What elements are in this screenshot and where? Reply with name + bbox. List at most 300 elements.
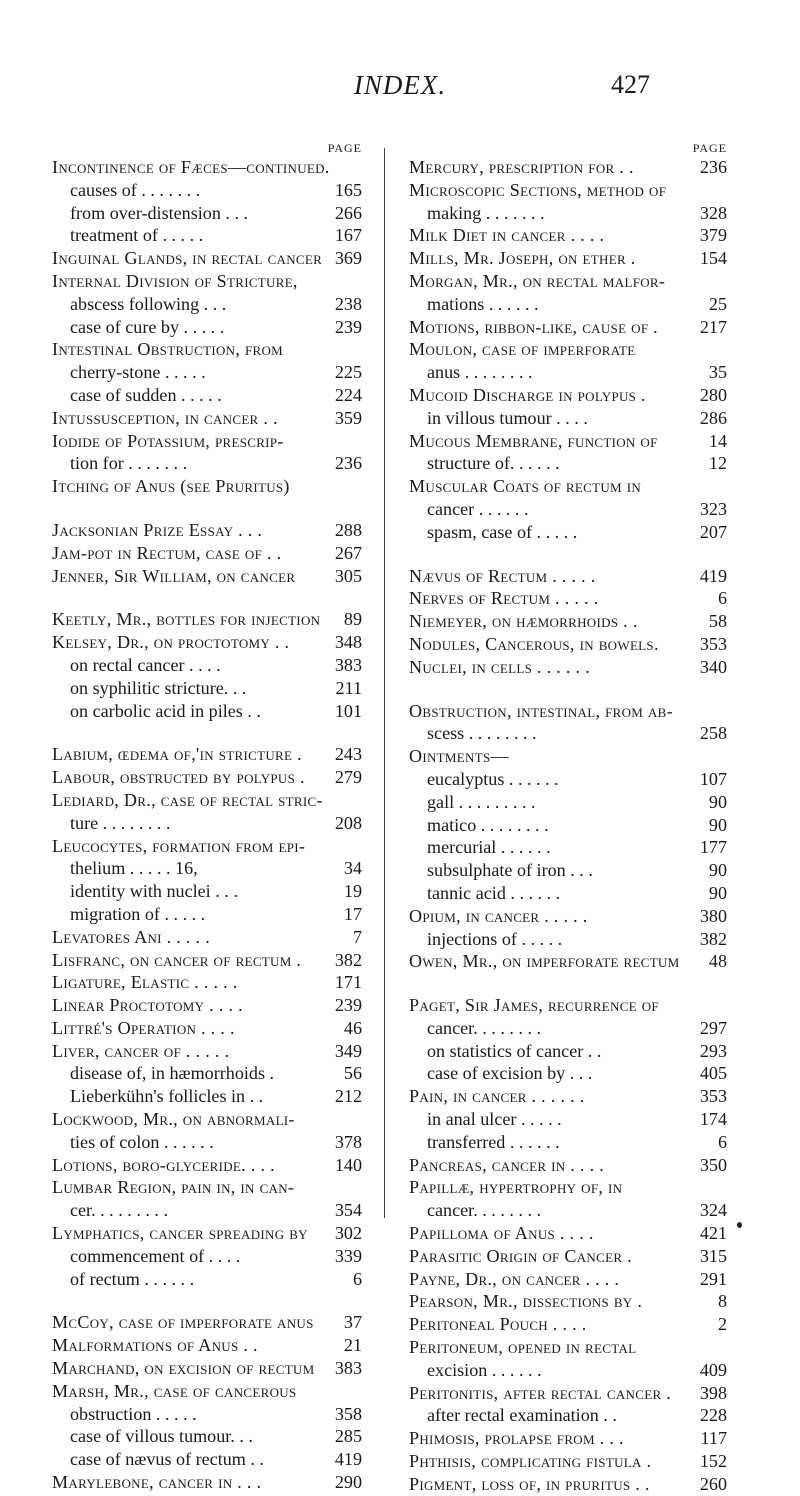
entry-page-number: 383	[334, 1358, 362, 1379]
entry-page-number: 6	[717, 588, 727, 609]
index-entry	[409, 610, 727, 633]
entry-text: Peritonitis, after rectal cancer .	[409, 1382, 672, 1403]
printer-mark	[737, 1222, 742, 1228]
entry-page-number: 323	[699, 498, 727, 519]
entry-text: on carbolic acid in piles . .	[70, 700, 261, 721]
index-entry	[52, 608, 362, 631]
index-subentry	[409, 836, 727, 859]
entry-text: Intestinal Obstruction, from	[52, 339, 284, 360]
entry-text: making . . . . . . .	[427, 202, 545, 223]
index-subentry	[52, 677, 362, 700]
entry-text: thelium . . . . . 16,	[70, 858, 198, 879]
entry-page-number: 358	[334, 1403, 362, 1424]
entry-text: Marchand, on excision of rectum	[52, 1358, 315, 1379]
letter-section-gap	[52, 587, 362, 608]
entry-text: Jenner, Sir William, on cancer	[52, 565, 296, 586]
entry-page-number: 228	[699, 1405, 727, 1426]
index-entry-continuation	[52, 812, 362, 835]
entry-text: mercurial . . . . . .	[427, 837, 551, 858]
index-entry	[409, 745, 727, 768]
entry-page-number: 419	[699, 565, 727, 586]
entry-text: obstruction . . . . .	[70, 1403, 197, 1424]
index-entry	[52, 1471, 362, 1494]
page-column-label: PAGE	[692, 141, 727, 155]
entry-page-number: 217	[699, 316, 727, 337]
index-entry	[409, 1290, 727, 1313]
index-subentry	[52, 1245, 362, 1268]
index-entry	[409, 1382, 727, 1405]
entry-text: Pigment, loss of, in pruritus . .	[409, 1473, 650, 1494]
entry-text: case of nævus of rectum . .	[70, 1449, 264, 1470]
entry-text: subsulphate of iron . . .	[427, 860, 593, 881]
entry-text: McCoy, case of imperforate anus	[52, 1312, 314, 1333]
entry-text: Nævus of Rectum . . . . .	[409, 565, 596, 586]
index-entry-continuation	[52, 1403, 362, 1426]
index-entry	[409, 700, 727, 723]
entry-page-number: 354	[334, 1200, 362, 1221]
entry-page-number: 2	[717, 1314, 727, 1335]
index-entry	[52, 565, 362, 588]
entry-page-number: 315	[699, 1245, 727, 1266]
index-entry	[52, 1334, 362, 1357]
entry-page-number: 46	[343, 1017, 362, 1038]
entry-text: Keetly, Mr., bottles for injection	[52, 609, 321, 630]
entry-text: Motions, ribbon-like, cause of .	[409, 316, 658, 337]
entry-page-number: 288	[334, 519, 362, 540]
entry-text: Peritoneal Pouch . . . .	[409, 1314, 587, 1335]
index-subentry	[52, 1085, 362, 1108]
entry-text: commencement of . . . .	[70, 1245, 241, 1266]
entry-page-number: 258	[699, 723, 727, 744]
index-column-left	[52, 141, 362, 1494]
entry-text: Mucoid Discharge in polypus .	[409, 384, 646, 405]
entry-page-number: 405	[699, 1063, 727, 1084]
entry-text: cer. . . . . . . . .	[70, 1200, 168, 1221]
index-entry	[409, 1427, 727, 1450]
index-subentry	[409, 1062, 727, 1085]
entry-page-number: 350	[699, 1154, 727, 1175]
entry-page-number: 239	[334, 995, 362, 1016]
entry-page-number: 208	[334, 812, 362, 833]
entry-page-number: 140	[334, 1154, 362, 1175]
letter-section-gap	[52, 1290, 362, 1311]
index-subentry	[52, 224, 362, 247]
index-entry	[52, 1040, 362, 1063]
index-subentry	[409, 814, 727, 837]
index-entry	[409, 1222, 727, 1245]
entry-page-number: 290	[334, 1472, 362, 1493]
index-entry	[409, 338, 727, 361]
index-subentry	[52, 316, 362, 339]
entry-text: Lieberkühn's follicles in . .	[70, 1086, 264, 1107]
index-entry	[52, 270, 362, 293]
entry-text: abscess following . . .	[70, 293, 227, 314]
entry-text: ture . . . . . . . .	[70, 812, 171, 833]
index-subentry	[52, 1268, 362, 1291]
entry-text: injections of . . . . .	[427, 928, 563, 949]
entry-page-number: 378	[334, 1131, 362, 1152]
index-entry-continuation	[409, 293, 727, 316]
index-entry	[409, 179, 727, 202]
entry-page-number: 58	[708, 611, 727, 632]
entry-page-number: 369	[334, 248, 362, 269]
entry-page-number: 35	[708, 362, 727, 383]
index-entry	[52, 1017, 362, 1040]
entry-page-number: 107	[699, 768, 727, 789]
entry-text: tion for . . . . . . .	[70, 453, 188, 474]
index-subentry	[52, 1448, 362, 1471]
entry-page-number: 90	[708, 882, 727, 903]
entry-text: Mercury, prescription for . .	[409, 157, 634, 177]
entry-page-number: 382	[699, 928, 727, 949]
index-entry	[409, 994, 727, 1017]
index-entry	[52, 1108, 362, 1131]
entry-text: case of cure by . . . . .	[70, 316, 225, 337]
entry-text: case of sudden . . . . .	[70, 384, 222, 405]
entry-text: cherry-stone . . . . .	[70, 362, 206, 383]
index-entry-continuation	[409, 361, 727, 384]
index-entry-continuation	[409, 722, 727, 745]
index-subentry	[409, 1040, 727, 1063]
entry-text: case of villous tumour. . .	[70, 1426, 253, 1447]
index-entry	[52, 971, 362, 994]
index-entry	[52, 949, 362, 972]
letter-section-gap	[409, 544, 727, 565]
entry-text: excision . . . . . .	[427, 1359, 542, 1380]
entry-text: Obstruction, intestinal, from ab-	[409, 700, 673, 721]
index-entry	[409, 656, 727, 679]
index-entry	[409, 1473, 727, 1496]
index-entry	[409, 270, 727, 293]
entry-text: Lediard, Dr., case of rectal stric-	[52, 789, 323, 810]
entry-text: Niemeyer, on hæmorrhoids . .	[409, 611, 638, 632]
entry-page-number: 293	[699, 1040, 727, 1061]
entry-text: Peritoneum, opened in rectal	[409, 1337, 637, 1358]
entry-text: cancer . . . . . .	[427, 498, 529, 519]
entry-text: Owen, Mr., on imperforate rectum	[409, 951, 680, 972]
index-subentry	[409, 928, 727, 951]
entry-page-number: 353	[699, 633, 727, 654]
letter-section-gap	[409, 973, 727, 994]
entry-text: tannic acid . . . . . .	[427, 882, 561, 903]
entry-page-number: 291	[699, 1268, 727, 1289]
index-subentry	[52, 202, 362, 225]
entry-page-number: 266	[334, 202, 362, 223]
entry-page-number: 19	[343, 881, 362, 902]
index-subentry	[409, 768, 727, 791]
entry-page-number: 302	[334, 1223, 362, 1244]
entry-text: Nuclei, in cells . . . . . .	[409, 656, 591, 677]
entry-page-number: 383	[334, 654, 362, 675]
entry-page-number: 12	[708, 453, 727, 474]
index-entry	[409, 475, 727, 498]
entry-text: Ligature, Elastic . . . . .	[52, 972, 238, 993]
entry-text: spasm, case of . . . . .	[427, 521, 578, 542]
entry-page-number: 167	[334, 225, 362, 246]
entry-page-number: 260	[699, 1473, 727, 1494]
index-entry	[409, 950, 727, 973]
index-entry-continuation	[409, 498, 727, 521]
entry-text: Linear Proctotomy . . . .	[52, 995, 243, 1016]
entry-page-number: 17	[343, 903, 362, 924]
entry-page-number: 6	[352, 1268, 362, 1289]
entry-page-number: 89	[343, 609, 362, 630]
letter-section-gap	[52, 722, 362, 743]
index-entry	[409, 1268, 727, 1291]
entry-text: Morgan, Mr., on rectal malfor-	[409, 270, 666, 291]
index-entry-continuation	[52, 452, 362, 475]
entry-text: Marsh, Mr., case of cancerous	[52, 1380, 297, 1401]
entry-text: Labour, obstructed by polypus .	[52, 767, 305, 788]
entry-text: identity with nuclei . . .	[70, 881, 238, 902]
entry-page-number: 224	[334, 384, 362, 405]
entry-text: Parasitic Origin of Cancer .	[409, 1245, 632, 1266]
index-entry	[52, 430, 362, 453]
entry-page-number: 280	[699, 384, 727, 405]
entry-text: gall . . . . . . . . .	[427, 791, 536, 812]
index-entry	[52, 156, 362, 179]
entry-text: Lotions, boro-glyceride. . . .	[52, 1154, 275, 1175]
index-entry	[52, 994, 362, 1017]
index-entry	[409, 430, 727, 453]
entry-text: Pain, in cancer . . . . . .	[409, 1086, 585, 1107]
index-subentry	[409, 407, 727, 430]
entry-page-number: 297	[699, 1017, 727, 1038]
entry-page-number: 305	[334, 565, 362, 586]
entry-page-number: 165	[334, 179, 362, 200]
entry-page-number: 267	[334, 542, 362, 563]
letter-section-gap	[409, 679, 727, 700]
page-column-label: PAGE	[327, 141, 362, 155]
entry-page-number: 353	[699, 1086, 727, 1107]
entry-text: mations . . . . . .	[427, 293, 539, 314]
entry-text: eucalyptus . . . . . .	[427, 768, 559, 789]
entry-page-number: 34	[343, 858, 362, 879]
index-entry	[52, 407, 362, 430]
entry-page-number: 177	[699, 837, 727, 858]
index-entry	[52, 743, 362, 766]
index-subentry	[52, 700, 362, 723]
index-entry-continuation	[52, 1131, 362, 1154]
index-entry-continuation	[52, 1199, 362, 1222]
index-subentry	[409, 452, 727, 475]
index-subentry	[409, 882, 727, 905]
index-entry-continuation	[409, 202, 727, 225]
index-entry	[52, 475, 362, 498]
entry-page-number: 324	[699, 1200, 727, 1221]
entry-text: Mucous Membrane, function of	[409, 430, 658, 451]
entry-text: Pancreas, cancer in . . . .	[409, 1154, 605, 1175]
entry-text: Jam-pot in Rectum, case of . .	[52, 542, 282, 563]
entry-page-number: 349	[334, 1040, 362, 1061]
entry-text: Papilloma of Anus . . . .	[409, 1223, 594, 1244]
index-entry	[409, 565, 727, 588]
entry-text: after rectal examination . .	[427, 1405, 617, 1426]
entry-page-number: 238	[334, 293, 362, 314]
index-entry	[52, 1311, 362, 1334]
entry-text: structure of. . . . . .	[427, 453, 560, 474]
index-entry	[52, 1380, 362, 1403]
index-subentry	[52, 880, 362, 903]
index-entry	[52, 631, 362, 654]
entry-text: ties of colon . . . . . .	[70, 1131, 214, 1152]
entry-page-number: 212	[334, 1086, 362, 1107]
entry-text: Phimosis, prolapse from . . .	[409, 1428, 624, 1449]
entry-page-number: 279	[334, 767, 362, 788]
entry-text: Levatores Ani . . . . .	[52, 926, 211, 947]
entry-text: Inguinal Glands, in rectal cancer	[52, 248, 323, 269]
index-entry-continuation	[409, 1199, 727, 1222]
entry-text: cancer. . . . . . . .	[427, 1017, 542, 1038]
entry-text: Opium, in cancer . . . . .	[409, 905, 588, 926]
index-entry-continuation	[52, 857, 362, 880]
index-subentry	[52, 384, 362, 407]
entry-text: Muscular Coats of rectum in	[409, 476, 642, 497]
entry-page-number: 239	[334, 316, 362, 337]
index-subentry	[409, 1131, 727, 1154]
index-entry	[52, 1222, 362, 1245]
index-entry	[52, 1154, 362, 1177]
entry-page-number: 286	[699, 407, 727, 428]
entry-page-number: 359	[334, 407, 362, 428]
index-subentry	[52, 654, 362, 677]
entry-text: Lisfranc, on cancer of rectum .	[52, 949, 302, 970]
entry-page-number: 25	[708, 293, 727, 314]
entry-text: scess . . . . . . . .	[427, 723, 537, 744]
index-entry	[52, 1357, 362, 1380]
entry-page-number: 101	[334, 700, 362, 721]
entry-text: in villous tumour . . . .	[427, 407, 588, 428]
entry-text: migration of . . . . .	[70, 903, 206, 924]
entry-text: on syphilitic stricture. . .	[70, 677, 247, 698]
entry-page-number: 379	[699, 225, 727, 246]
letter-section-gap	[52, 498, 362, 519]
entry-text: Pearson, Mr., dissections by .	[409, 1291, 643, 1312]
index-subentry	[52, 179, 362, 202]
entry-page-number: 339	[334, 1245, 362, 1266]
index-entry	[409, 1085, 727, 1108]
index-entry	[52, 926, 362, 949]
index-entry	[409, 316, 727, 339]
entry-text: causes of . . . . . . .	[70, 179, 201, 200]
entry-page-number: 380	[699, 905, 727, 926]
entry-text: case of excision by . . .	[427, 1063, 593, 1084]
entry-page-number: 285	[334, 1426, 362, 1447]
entry-text: Internal Division of Stricture,	[52, 270, 298, 291]
entry-text: Incontinence of Fæces—continued.	[52, 157, 330, 177]
entry-text: Lumbar Region, pain in, in can-	[52, 1177, 295, 1198]
index-subentry	[409, 1108, 727, 1131]
index-entry	[409, 633, 727, 656]
entry-page-number: 207	[699, 521, 727, 542]
entry-text: Iodide of Potassium, prescrip-	[52, 430, 284, 451]
index-subentry	[409, 521, 727, 544]
entry-text: Lockwood, Mr., on abnormali-	[52, 1109, 295, 1130]
index-entry-continuation	[409, 1017, 727, 1040]
entry-page-number: 171	[334, 972, 362, 993]
index-entry	[52, 542, 362, 565]
index-entry	[409, 587, 727, 610]
entry-text: of rectum . . . . . .	[70, 1268, 195, 1289]
index-entry	[52, 519, 362, 542]
page-header	[0, 70, 800, 110]
entry-text: Malformations of Anus . .	[52, 1335, 258, 1356]
entry-text: Moulon, case of imperforate	[409, 339, 636, 360]
entry-text: cancer. . . . . . . .	[427, 1200, 542, 1221]
index-entry	[409, 1154, 727, 1177]
entry-text: treatment of . . . . .	[70, 225, 204, 246]
index-entry	[409, 1313, 727, 1336]
entry-text: Kelsey, Dr., on proctotomy . .	[52, 632, 290, 653]
entry-page-number: 382	[334, 949, 362, 970]
entry-text: Nodules, Cancerous, in bowels.	[409, 633, 659, 654]
index-entry	[409, 384, 727, 407]
entry-page-number: 6	[717, 1131, 727, 1152]
entry-page-number: 8	[717, 1291, 727, 1312]
index-column-right	[409, 141, 727, 1496]
entry-text: Microscopic Sections, method of	[409, 179, 667, 200]
index-subentry	[52, 361, 362, 384]
index-entry	[409, 1450, 727, 1473]
entry-text: transferred . . . . . .	[427, 1131, 560, 1152]
index-subentry	[52, 1062, 362, 1085]
index-subentry	[52, 293, 362, 316]
entry-text: Lymphatics, cancer spreading by	[52, 1223, 308, 1244]
entry-text: from over-distension . . .	[70, 202, 249, 223]
entry-page-number: 225	[334, 362, 362, 383]
entry-text: Payne, Dr., on cancer . . . .	[409, 1268, 620, 1289]
entry-text: Intussusception, in cancer . .	[52, 407, 278, 428]
entry-page-number: 398	[699, 1382, 727, 1403]
entry-text: Jacksonian Prize Essay . . .	[52, 519, 263, 540]
entry-text: Phthisis, complicating fistula .	[409, 1451, 652, 1472]
entry-text: matico . . . . . . . .	[427, 814, 549, 835]
entry-text: on rectal cancer . . . .	[70, 654, 221, 675]
entry-page-number: 152	[699, 1451, 727, 1472]
entry-page-number: 21	[343, 1335, 362, 1356]
index-entry-continuation	[409, 1359, 727, 1382]
entry-text: on statistics of cancer . .	[427, 1040, 602, 1061]
index-subentry	[409, 791, 727, 814]
entry-page-number: 409	[699, 1359, 727, 1380]
entry-page-number: 90	[708, 814, 727, 835]
entry-page-number: 243	[334, 744, 362, 765]
index-entry	[52, 835, 362, 858]
entry-text: Liver, cancer of . . . . .	[52, 1040, 230, 1061]
index-entry	[52, 789, 362, 812]
entry-text: Paget, Sir James, recurrence of	[409, 995, 659, 1016]
entry-page-number: 7	[352, 926, 362, 947]
entry-page-number: 236	[699, 157, 727, 177]
entry-text: Leucocytes, formation from epi-	[52, 835, 306, 856]
index-subentry	[52, 1425, 362, 1448]
entry-text: anus . . . . . . . .	[427, 362, 533, 383]
entry-text: Milk Diet in cancer . . . .	[409, 225, 605, 246]
page-number: 427	[611, 70, 650, 99]
index-entry	[409, 224, 727, 247]
entry-page-number: 174	[699, 1109, 727, 1130]
entry-text: Labium, œdema of,'in stricture .	[52, 744, 302, 765]
entry-page-number: 14	[708, 430, 727, 451]
index-entry	[409, 156, 727, 179]
entry-page-number: 348	[334, 632, 362, 653]
index-entry	[409, 905, 727, 928]
index-subentry	[52, 903, 362, 926]
entry-page-number: 340	[699, 656, 727, 677]
entry-page-number: 48	[708, 951, 727, 972]
entry-text: Papillæ, hypertrophy of, in	[409, 1177, 623, 1198]
entry-page-number: 236	[334, 453, 362, 474]
